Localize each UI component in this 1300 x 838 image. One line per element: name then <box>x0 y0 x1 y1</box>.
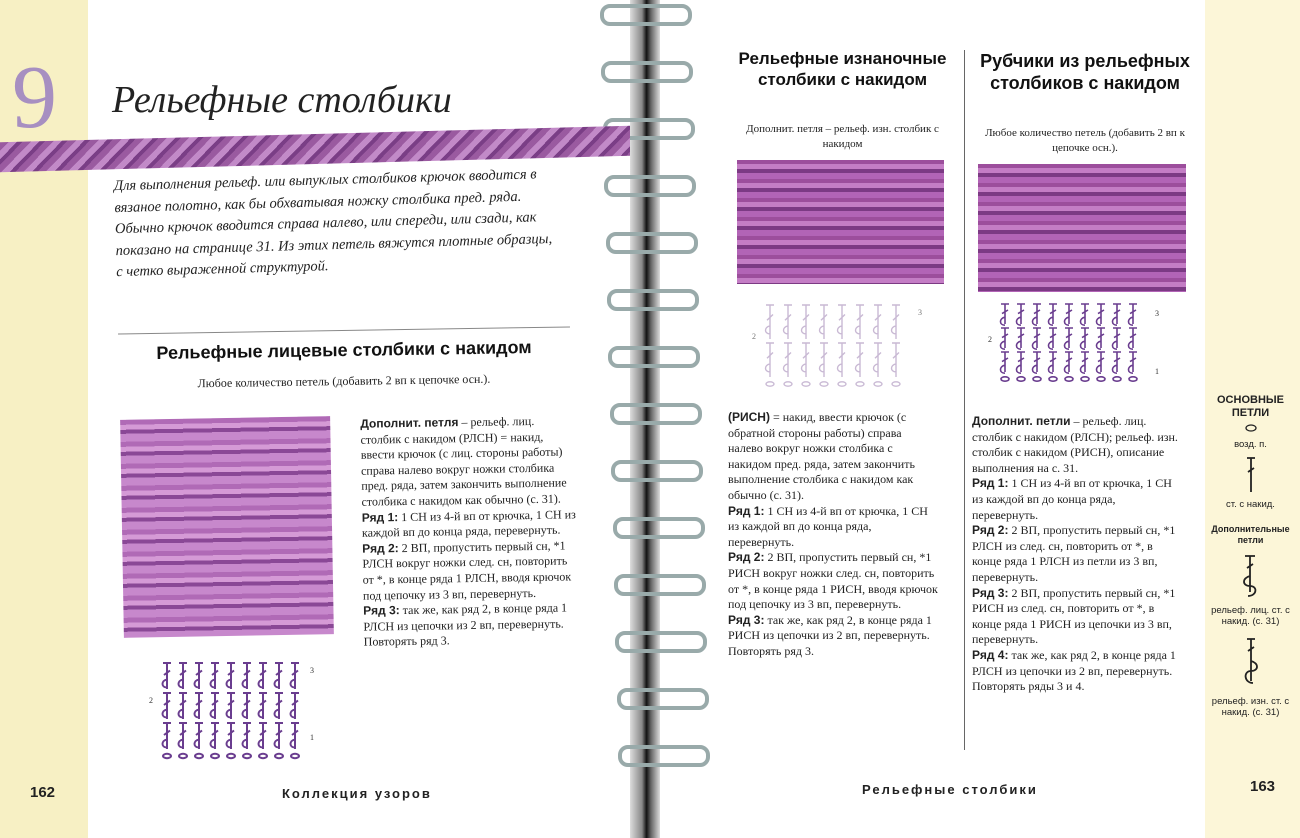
bpdc-instructions <box>728 410 938 660</box>
row-label: 1 <box>310 733 314 742</box>
stitch-symbol <box>1033 304 1042 325</box>
row-label: 2 <box>988 335 992 344</box>
stitch-symbol <box>874 343 883 377</box>
instruction-label: Ряд 1: <box>361 509 399 525</box>
binding-ring <box>617 688 709 710</box>
page-number-right: 163 <box>1250 778 1276 795</box>
chain-stitch-symbol <box>1065 377 1073 381</box>
instruction-paragraph <box>360 413 576 510</box>
chain-stitch-symbol <box>1033 377 1041 381</box>
stitch-symbol <box>179 723 188 749</box>
instruction-label: Ряд 3: <box>972 585 1009 600</box>
stitch-symbol <box>892 305 901 339</box>
stitch-symbol <box>163 723 172 749</box>
binding-ring <box>600 4 692 26</box>
ribs-chart-diagram <box>985 298 1165 398</box>
stitch-symbol <box>163 693 172 719</box>
stitch-symbol <box>1001 328 1010 349</box>
chain-stitch-symbol <box>820 382 828 386</box>
stitch-symbol <box>1049 352 1058 373</box>
stitch-symbol <box>1001 304 1010 325</box>
stitch-symbol <box>291 693 300 719</box>
row-label: 3 <box>918 308 922 317</box>
chain-stitch-symbol <box>1113 377 1121 381</box>
stitch-legend <box>1208 394 1293 718</box>
instruction-label: Дополнит. петли <box>972 414 1071 428</box>
stitch-symbol <box>227 723 236 749</box>
instruction-label: Ряд 1: <box>972 476 1009 491</box>
instruction-paragraph <box>728 550 938 612</box>
stitch-symbol <box>1065 352 1074 373</box>
stitch-symbol <box>820 343 829 377</box>
legend-dc-label: ст. с накид. <box>1226 499 1275 510</box>
legend-heading: ОСНОВНЫЕ ПЕТЛИ <box>1217 394 1284 419</box>
stitch-symbol <box>1097 304 1106 325</box>
stitch-symbol <box>243 663 252 689</box>
stitch-symbol <box>291 663 300 689</box>
stitch-symbol <box>1081 328 1090 349</box>
instruction-label: (РИСН) <box>728 410 770 424</box>
chain-stitch-icon <box>1241 420 1261 434</box>
instruction-label: Дополнит. петля <box>360 415 459 431</box>
instruction-paragraph <box>972 648 1178 679</box>
row-label: 1 <box>1155 367 1159 376</box>
bpdc-swatch-photo <box>737 160 944 284</box>
instruction-text: 1 СН из 4-й вп от крючка, 1 СН из каждой вп до конца ряда, перевернуть. <box>972 476 1172 522</box>
legend-bpdc-label: рельеф. изн. ст. с накид. (с. 31) <box>1211 696 1290 718</box>
fpdc-chart-diagram <box>145 655 325 765</box>
instruction-label: Ряд 3: <box>363 603 400 618</box>
stitch-symbol <box>243 723 252 749</box>
stitch-symbol <box>1113 304 1122 325</box>
stitch-symbol <box>784 305 793 339</box>
stitch-symbol <box>195 663 204 689</box>
instruction-paragraph <box>362 507 577 542</box>
binding-ring <box>618 745 710 767</box>
chain-stitch-symbol <box>1097 377 1105 381</box>
bpdc-chart-diagram <box>750 295 930 390</box>
stitch-symbol <box>227 693 236 719</box>
binding-ring <box>607 289 699 311</box>
chain-stitch-symbol <box>766 382 774 386</box>
binding-ring <box>601 61 693 83</box>
binding-ring <box>613 517 705 539</box>
instruction-text: 2 ВП, пропустить первый сн, *1 РЛСН вокруг ножки след. сн, повторить от *, в конце ряда 1 РЛСН, вводя крючок под цепочку из 3 вп, перевернуть. <box>362 538 572 603</box>
stitch-symbol <box>211 723 220 749</box>
instruction-paragraph <box>972 679 1178 695</box>
instruction-text: 2 ВП, пропустить первый сн, *1 РИСН вокруг ножки след. сн, повторить от *, в конце ряда 1 РИСН, вводя крючок под цепочку из 3 вп, перевернуть. <box>728 550 938 612</box>
section-title-bpdc: Рельефные изнаночные столбики с накидом <box>738 49 947 89</box>
binding-ring <box>606 232 698 254</box>
chain-stitch-symbol <box>1129 377 1137 381</box>
instruction-text: 2 ВП, пропустить первый сн, *1 РЛСН из след. сн, повторить от *, в конце ряда 1 РЛСН из петли из 3 вп, перевернуть. <box>972 523 1176 584</box>
binding-ring <box>614 574 706 596</box>
stitch-symbol <box>1113 352 1122 373</box>
chain-stitch-symbol <box>259 754 267 758</box>
instruction-label: Ряд 1: <box>728 503 765 518</box>
chain-stitch-symbol <box>163 754 171 758</box>
instruction-text: – рельеф. лиц. столбик с накидом (РЛСН); рельеф. изн. столбик с накидом (РИСН), описание выполнения на с. 31. <box>972 414 1178 475</box>
stitch-symbol <box>275 693 284 719</box>
section-subtitle-fpdc: Любое количество петель (добавить 2 вп к цепочке осн.). <box>197 371 491 391</box>
stitch-symbol <box>1017 328 1026 349</box>
legend-chain-label: возд. п. <box>1234 439 1267 450</box>
instruction-paragraph <box>728 410 938 504</box>
stitch-symbol <box>802 305 811 339</box>
stitch-symbol <box>1081 352 1090 373</box>
instruction-text: так же, как ряд 2, в конце ряда 1 РЛСН из цепочки из 2 вп, перевернуть. <box>972 647 1176 678</box>
chain-stitch-symbol <box>1001 377 1009 381</box>
stitch-symbol <box>766 343 775 377</box>
instruction-text: так же, как ряд 2, в конце ряда 1 РЛСН из цепочки из 2 вп, перевернуть. <box>363 600 568 634</box>
binding-ring <box>611 460 703 482</box>
chain-stitch-symbol <box>892 382 900 386</box>
section-subtitle-ribs: Любое количество петель (добавить 2 вп к цепочке осн.). <box>985 127 1185 154</box>
footer-right: Рельефные столбики <box>862 782 1038 797</box>
stitch-symbol <box>874 305 883 339</box>
instruction-label: Ряд 3: <box>728 612 765 627</box>
intro-paragraph: Для выполнения рельеф. или выпуклых столбиков крючок вводится в вязаное полотно, как бы обхватывая ножку столбика пред. ряда. Обычно крючок вводится справа налево, или спереди, или сзади, как показано на странице 31. Из этих петель вяжутся плотные образцы, с четко выраженной структурой. <box>113 166 553 281</box>
stitch-symbol <box>1065 328 1074 349</box>
stitch-symbol <box>1129 304 1138 325</box>
legend-extra-heading: Дополнительные петли <box>1211 524 1290 545</box>
instruction-text: Повторять ряды 3 и 4. <box>972 679 1085 694</box>
binding-ring <box>615 631 707 653</box>
stitch-symbol <box>1033 328 1042 349</box>
instruction-text: Повторять ряд 3. <box>363 633 450 649</box>
stitch-symbol <box>838 305 847 339</box>
chain-stitch-symbol <box>874 382 882 386</box>
stitch-symbol <box>838 343 847 377</box>
stitch-symbol <box>1129 352 1138 373</box>
chapter-number: 9 <box>12 48 57 147</box>
chain-stitch-symbol <box>1049 377 1057 381</box>
instruction-paragraph <box>728 613 938 644</box>
chain-stitch-symbol <box>1081 377 1089 381</box>
chain-stitch-symbol <box>275 754 283 758</box>
instruction-paragraph <box>972 586 1178 648</box>
double-crochet-icon <box>1241 454 1261 494</box>
fpdc-swatch-photo <box>120 416 334 638</box>
stitch-symbol <box>802 343 811 377</box>
front-post-dc-icon <box>1239 552 1263 600</box>
stitch-symbol <box>1017 304 1026 325</box>
chain-stitch-symbol <box>802 382 810 386</box>
stitch-symbol <box>1049 328 1058 349</box>
stitch-symbol <box>195 693 204 719</box>
stitch-symbol <box>259 693 268 719</box>
chain-stitch-symbol <box>1017 377 1025 381</box>
stitch-symbol <box>211 663 220 689</box>
section-title-ribs: Рубчики из рельефных столбиков с накидом <box>980 51 1190 93</box>
stitch-symbol <box>892 343 901 377</box>
instruction-text: Повторять ряд 3. <box>728 643 814 658</box>
stitch-symbol <box>275 723 284 749</box>
stitch-symbol <box>820 305 829 339</box>
section-title-fpdc: Рельефные лицевые столбики с накидом <box>156 337 532 363</box>
instruction-label: Ряд 4: <box>972 647 1009 662</box>
instruction-text: 1 СН из 4-й вп от крючка, 1 СН из каждой вп до конца ряда, перевернуть. <box>728 503 928 549</box>
instruction-paragraph <box>363 600 578 635</box>
binding-ring <box>604 175 696 197</box>
stitch-symbol <box>211 693 220 719</box>
instruction-paragraph <box>972 523 1178 585</box>
instruction-text: 2 ВП, пропустить первый сн, *1 РИСН из след. сн, повторить от *, в конце ряда 1 РИСН из цепочки из 3 вп, перевернуть. <box>972 585 1176 647</box>
ribs-swatch-photo <box>978 164 1186 292</box>
stitch-symbol <box>259 663 268 689</box>
stitch-symbol <box>195 723 204 749</box>
instruction-label: Ряд 2: <box>972 523 1009 538</box>
chain-stitch-symbol <box>179 754 187 758</box>
stitch-symbol <box>243 693 252 719</box>
binding-ring <box>610 403 702 425</box>
instruction-paragraph <box>972 476 1178 523</box>
instruction-paragraph <box>972 414 1178 476</box>
chain-stitch-symbol <box>227 754 235 758</box>
stitch-symbol <box>1065 304 1074 325</box>
instruction-text: – рельеф. лиц. столбик с накидом (РЛСН) = накид, ввести крючок (с лиц. стороны работы) справа налево вокруг ножки столбика пред. ряда, затем закончить выполнение столбика с накидом как обычно (с. 31). <box>360 413 567 509</box>
instruction-paragraph <box>728 644 938 660</box>
stitch-symbol <box>1049 304 1058 325</box>
row-label: 3 <box>310 666 314 675</box>
chain-stitch-symbol <box>243 754 251 758</box>
stitch-symbol <box>163 663 172 689</box>
ribs-instructions <box>972 414 1178 695</box>
stitch-symbol <box>1129 328 1138 349</box>
instruction-text: так же, как ряд 2, в конце ряда 1 РИСН из цепочки из 2 вп, перевернуть. <box>728 612 932 643</box>
chain-stitch-symbol <box>838 382 846 386</box>
stitch-symbol <box>1081 304 1090 325</box>
chain-stitch-symbol <box>856 382 864 386</box>
chain-stitch-symbol <box>291 754 299 758</box>
stitch-symbol <box>1001 352 1010 373</box>
instruction-paragraph <box>362 538 578 604</box>
column-divider <box>964 50 965 750</box>
binding-ring <box>608 346 700 368</box>
row-label: 2 <box>752 332 756 341</box>
stitch-symbol <box>856 305 865 339</box>
stitch-symbol <box>856 343 865 377</box>
chapter-title: Рельефные столбики <box>112 79 452 121</box>
footer-left: Коллекция узоров <box>282 786 432 801</box>
back-post-dc-icon <box>1239 635 1263 691</box>
chain-stitch-symbol <box>195 754 203 758</box>
chain-stitch-symbol <box>784 382 792 386</box>
stitch-symbol <box>1097 328 1106 349</box>
stitch-symbol <box>1033 352 1042 373</box>
instruction-text: 1 СН из 4-й вп от крючка, 1 СН из каждой вп до конца ряда, перевернуть. <box>361 506 576 540</box>
stitch-symbol <box>179 693 188 719</box>
chain-stitch-symbol <box>211 754 219 758</box>
instruction-label: Ряд 2: <box>728 550 765 565</box>
stitch-symbol <box>1113 328 1122 349</box>
stitch-symbol <box>179 663 188 689</box>
row-label: 3 <box>1155 309 1159 318</box>
row-label: 2 <box>149 696 153 705</box>
page-number-left: 162 <box>30 784 56 801</box>
stitch-symbol <box>1097 352 1106 373</box>
stitch-symbol <box>291 723 300 749</box>
stitch-symbol <box>784 343 793 377</box>
instruction-text: = накид, ввести крючок (с обратной стороны работы) справа налево вокруг ножки столбика с накидом пред. ряда, затем закончить выполнение столбика с накидом как обычно (с. 31). <box>728 410 915 502</box>
legend-fpdc-label: рельеф. лиц. ст. с накид. (с. 31) <box>1211 605 1290 627</box>
stitch-symbol <box>259 723 268 749</box>
stitch-symbol <box>1017 352 1026 373</box>
section-subtitle-bpdc: Дополнит. петля – рельеф. изн. столбик с накидом <box>746 123 939 150</box>
instruction-paragraph <box>728 504 938 551</box>
stitch-symbol <box>275 663 284 689</box>
stitch-symbol <box>227 663 236 689</box>
instruction-label: Ряд 2: <box>362 540 399 556</box>
fpdc-instructions <box>360 413 579 650</box>
stitch-symbol <box>766 305 775 339</box>
